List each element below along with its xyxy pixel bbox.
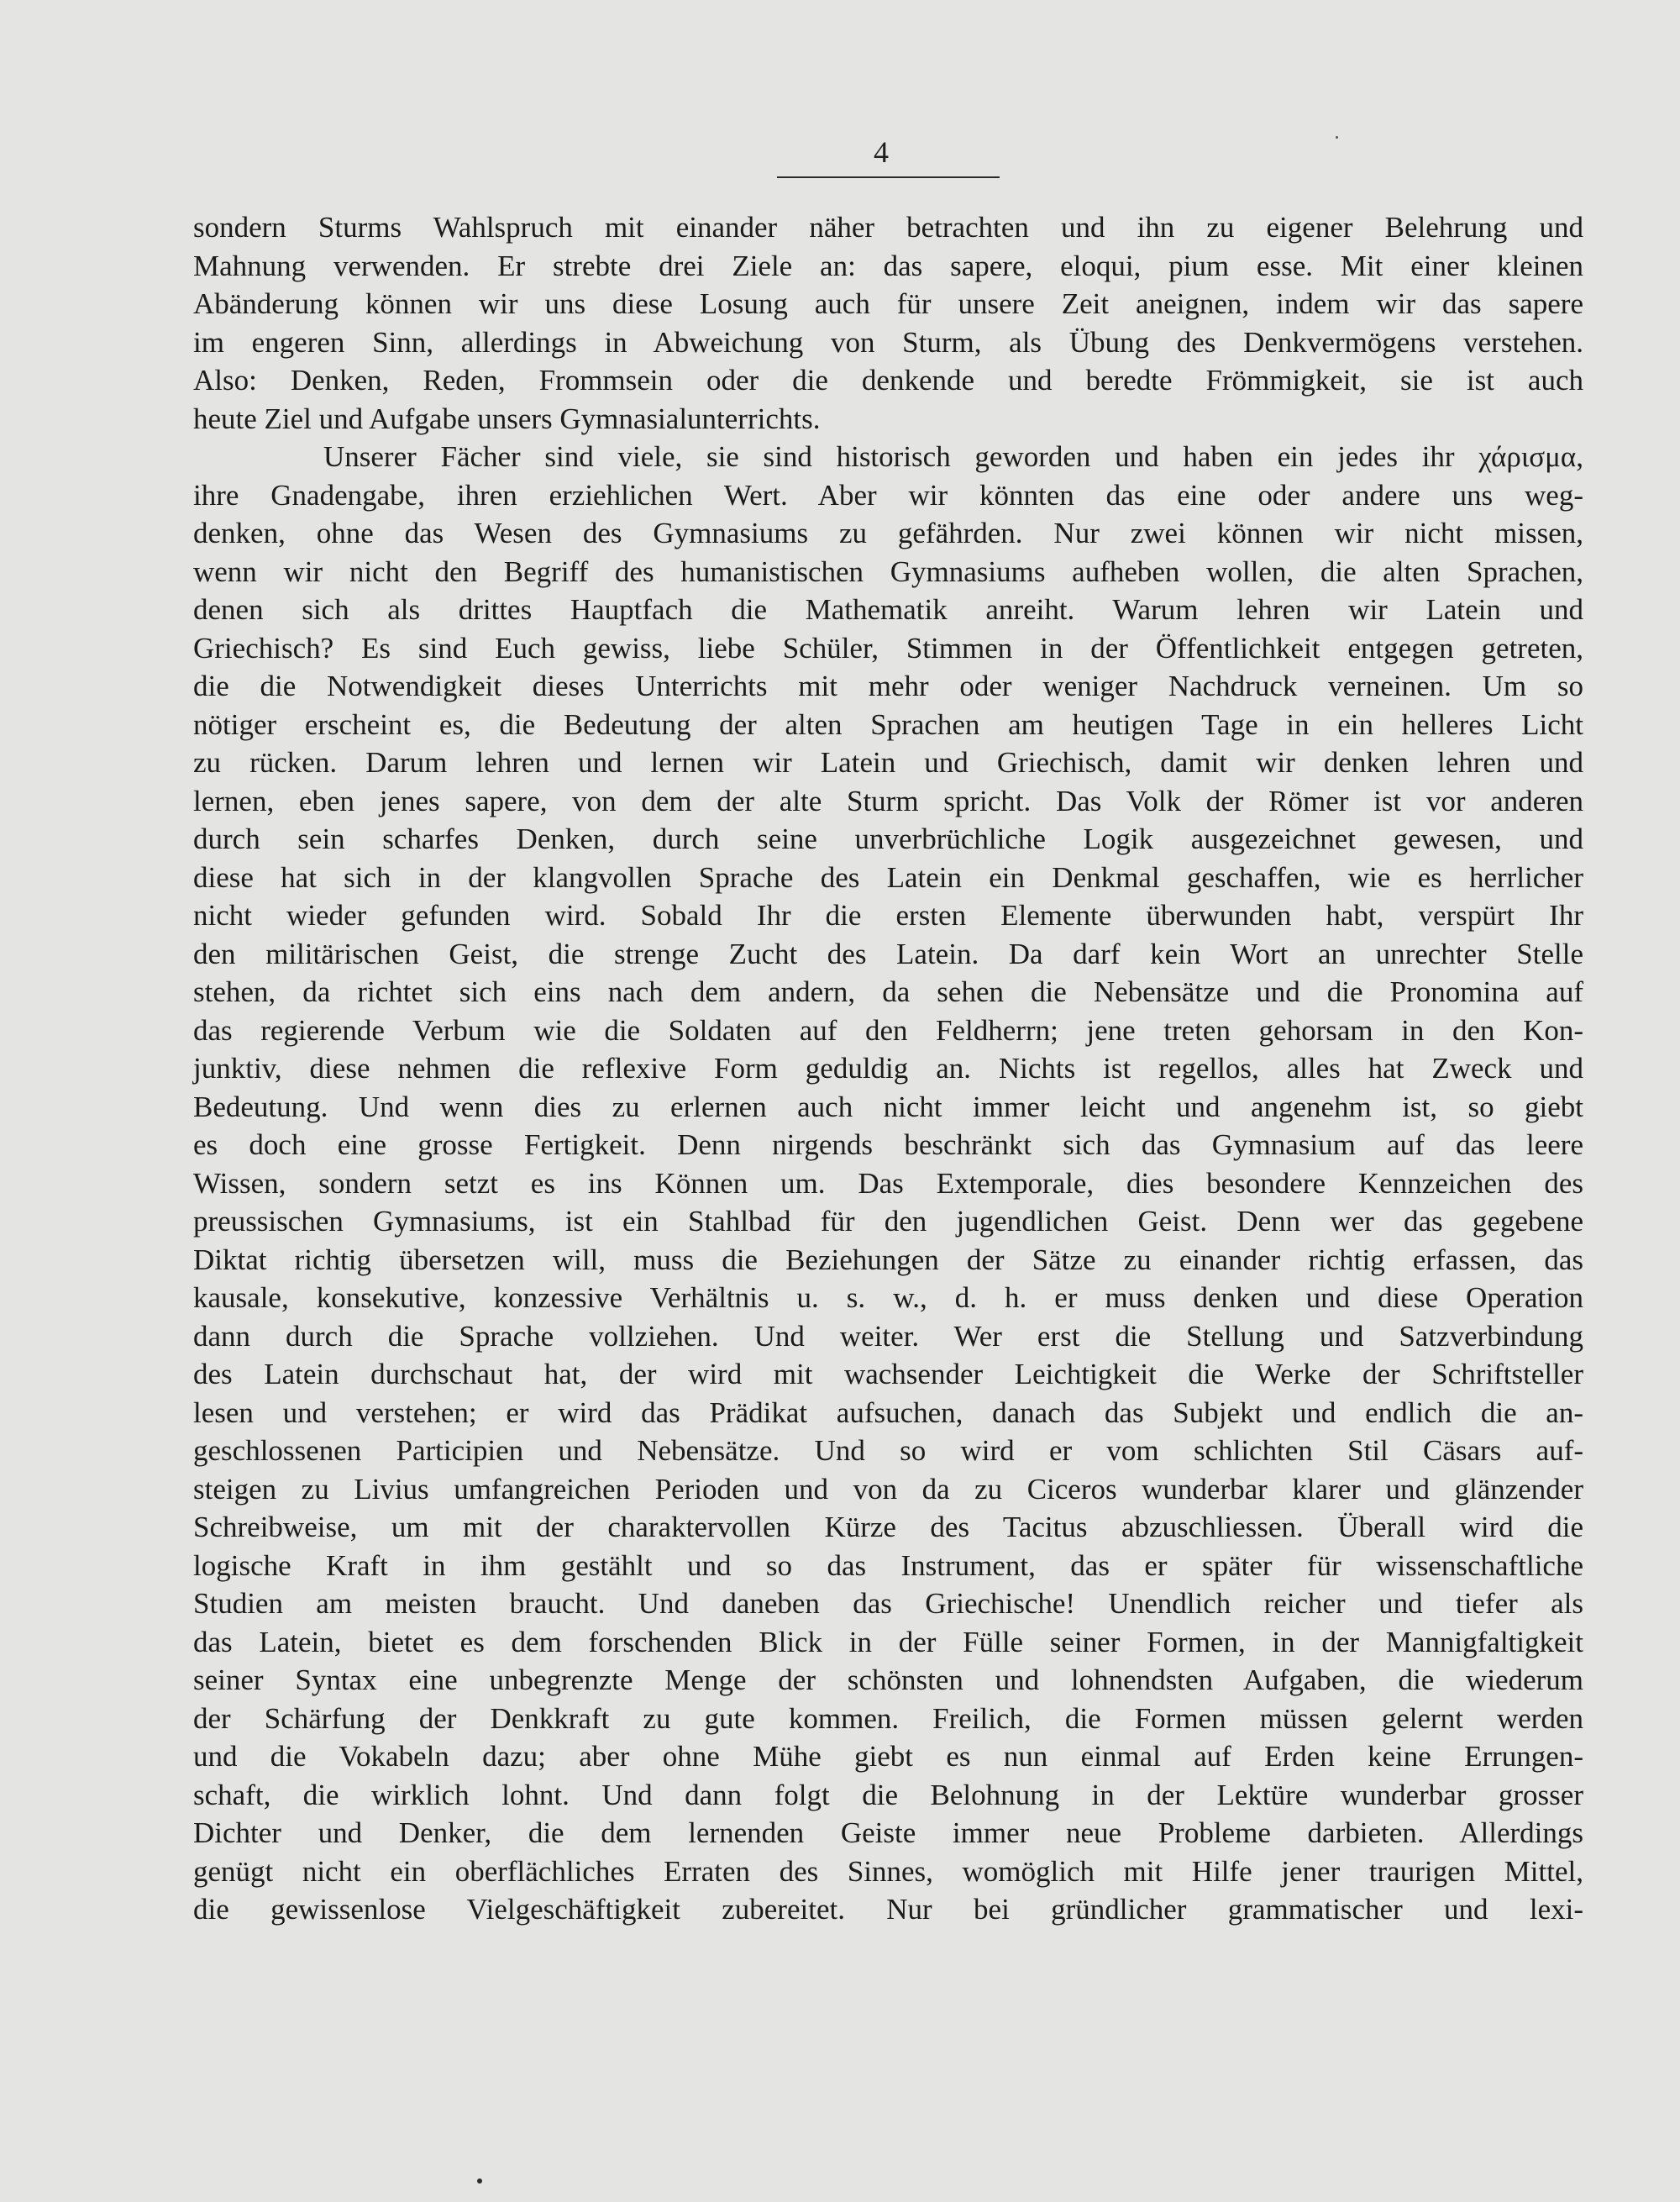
text-line: die gewissenlose Vielgeschäftigkeit zubereitet. Nur bei gründlicher grammatischer und lexi- — [193, 1893, 1583, 1926]
text-line: genügt nicht ein oberflächliches Erraten des Sinnes, womöglich mit Hilfe jener traurigen Mittel, — [193, 1854, 1583, 1888]
text-line: das Latein, bietet es dem forschenden Blick in der Fülle seiner Formen, in der Mannigfaltigkeit — [193, 1625, 1583, 1658]
scan-speck — [1336, 136, 1338, 139]
text-line: dann durch die Sprache vollziehen. Und weiter. Wer erst die Stellung und Satzverbindung — [193, 1319, 1583, 1353]
text-line: Schreibweise, um mit der charaktervollen Kürze des Tacitus abzuschliessen. Überall wird die — [193, 1511, 1583, 1543]
text-line: sondern Sturms Wahlspruch mit einander näher betrachten und ihn zu eigener Belehrung und — [193, 211, 1583, 244]
text-line: im engeren Sinn, allerdings in Abweichung von Sturm, als Übung des Denkvermögens verstehen. — [193, 325, 1583, 359]
text-line: stehen, da richtet sich eins nach dem andern, da sehen die Nebensätze und die Pronomina auf — [193, 975, 1583, 1008]
text-line: junktiv, diese nehmen die reflexive Form geduldig an. Nichts ist regellos, alles hat Zweck und — [193, 1052, 1583, 1085]
text-line: lernen, eben jenes sapere, von dem der alte Sturm spricht. Das Volk der Römer ist vor anderen — [193, 784, 1583, 817]
text-line: Wissen, sondern setzt es ins Können um. Das Extemporale, dies besondere Kennzeichen des — [193, 1166, 1583, 1200]
text-line: Abänderung können wir uns diese Losung auch für unsere Zeit aneignen, indem wir das sapere — [193, 287, 1583, 320]
text-line: wenn wir nicht den Begriff des humanistischen Gymnasiums aufheben wollen, die alten Sprachen, — [193, 554, 1583, 588]
text-line: Griechisch? Es sind Euch gewiss, liebe Schüler, Stimmen in der Öffentlichkeit entgegen getreten, — [193, 631, 1583, 665]
page-number: 4 — [874, 135, 889, 169]
text-line: schaft, die wirklich lohnt. Und dann folgt die Belohnung in der Lektüre wunderbar grosser — [193, 1778, 1583, 1811]
text-line: kausale, konsekutive, konzessive Verhältnis u. s. w., d. h. er muss denken und diese Operation — [193, 1281, 1583, 1314]
text-line: Studien am meisten braucht. Und daneben das Griechische! Unendlich reicher und tiefer als — [193, 1587, 1583, 1620]
text-line: seiner Syntax eine unbegrenzte Menge der schönsten und lohnendsten Aufgaben, die wiederum — [193, 1663, 1583, 1696]
text-line: und die Vokabeln dazu; aber ohne Mühe giebt es nun einmal auf Erden keine Errungen- — [193, 1740, 1583, 1773]
text-line: durch sein scharfes Denken, durch seine unverbrüchliche Logik ausgezeichnet gewesen, und — [193, 822, 1583, 855]
text-line: der Schärfung der Denkkraft zu gute kommen. Freilich, die Formen müssen gelernt werden — [193, 1701, 1583, 1735]
text-line: Unserer Fächer sind viele, sie sind historisch geworden und haben ein jedes ihr χάρισμα, — [323, 440, 1583, 473]
text-line: den militärischen Geist, die strenge Zucht des Latein. Da darf kein Wort an unrechter Stelle — [193, 937, 1583, 970]
text-line: ihre Gnadengabe, ihren erziehlichen Wert. Aber wir könnten das eine oder andere uns weg- — [193, 478, 1583, 512]
text-line: steigen zu Livius umfangreichen Perioden und von da zu Ciceros wunderbar klarer und glänzender — [193, 1472, 1583, 1506]
text-line: denken, ohne das Wesen des Gymnasiums zu gefährden. Nur zwei können wir nicht missen, — [193, 517, 1583, 549]
text-line: die die Notwendigkeit dieses Unterrichts mit mehr oder weniger Nachdruck verneinen. Um so — [193, 670, 1583, 702]
text-line: Also: Denken, Reden, Frommsein oder die denkende und beredte Frömmigkeit, sie ist auch — [193, 364, 1583, 397]
text-line: denen sich als drittes Hauptfach die Mathematik anreiht. Warum lehren wir Latein und — [193, 593, 1583, 626]
text-line: das regierende Verbum wie die Soldaten auf den Feldherrn; jene treten gehorsam in den Kon- — [193, 1013, 1583, 1047]
text-line: des Latein durchschaut hat, der wird mit wachsender Leichtigkeit die Werke der Schriftsteller — [193, 1358, 1583, 1390]
text-line: zu rücken. Darum lehren und lernen wir Latein und Griechisch, damit wir denken lehren und — [193, 746, 1583, 779]
text-line: Bedeutung. Und wenn dies zu erlernen auch nicht immer leicht und angenehm ist, so giebt — [193, 1090, 1583, 1123]
text-line: Diktat richtig übersetzen will, muss die Beziehungen der Sätze zu einander richtig erfassen, das — [193, 1243, 1583, 1276]
header-rule — [777, 176, 1000, 178]
text-line: logische Kraft in ihm gestählt und so das Instrument, das er später für wissenschaftliche — [193, 1548, 1583, 1582]
text-line: lesen und verstehen; er wird das Prädikat aufsuchen, danach das Subjekt und endlich die an- — [193, 1395, 1583, 1429]
text-line: geschlossenen Participien und Nebensätze. Und so wird er vom schlichten Stil Cäsars auf- — [193, 1434, 1583, 1467]
text-line: diese hat sich in der klangvollen Sprache des Latein ein Denkmal geschaffen, wie es herrlicher — [193, 860, 1583, 894]
text-line: es doch eine grosse Fertigkeit. Denn nirgends beschränkt sich das Gymnasium auf das leere — [193, 1128, 1583, 1161]
text-line: heute Ziel und Aufgabe unsers Gymnasialunterrichts. — [193, 402, 821, 435]
text-line: Mahnung verwenden. Er strebte drei Ziele an: das sapere, eloqui, pium esse. Mit einer kleinen — [193, 249, 1583, 282]
text-line: nötiger erscheint es, die Bedeutung der alten Sprachen am heutigen Tage in ein helleres Licht — [193, 707, 1583, 741]
text-line: nicht wieder gefunden wird. Sobald Ihr die ersten Elemente überwunden habt, verspürt Ihr — [193, 899, 1583, 932]
body-text — [193, 208, 1583, 1929]
scan-speck — [477, 2178, 482, 2184]
text-line: Dichter und Denker, die dem lernenden Geiste immer neue Probleme darbieten. Allerdings — [193, 1816, 1583, 1849]
text-line: preussischen Gymnasiums, ist ein Stahlbad für den jugendlichen Geist. Denn wer das gegebene — [193, 1205, 1583, 1238]
